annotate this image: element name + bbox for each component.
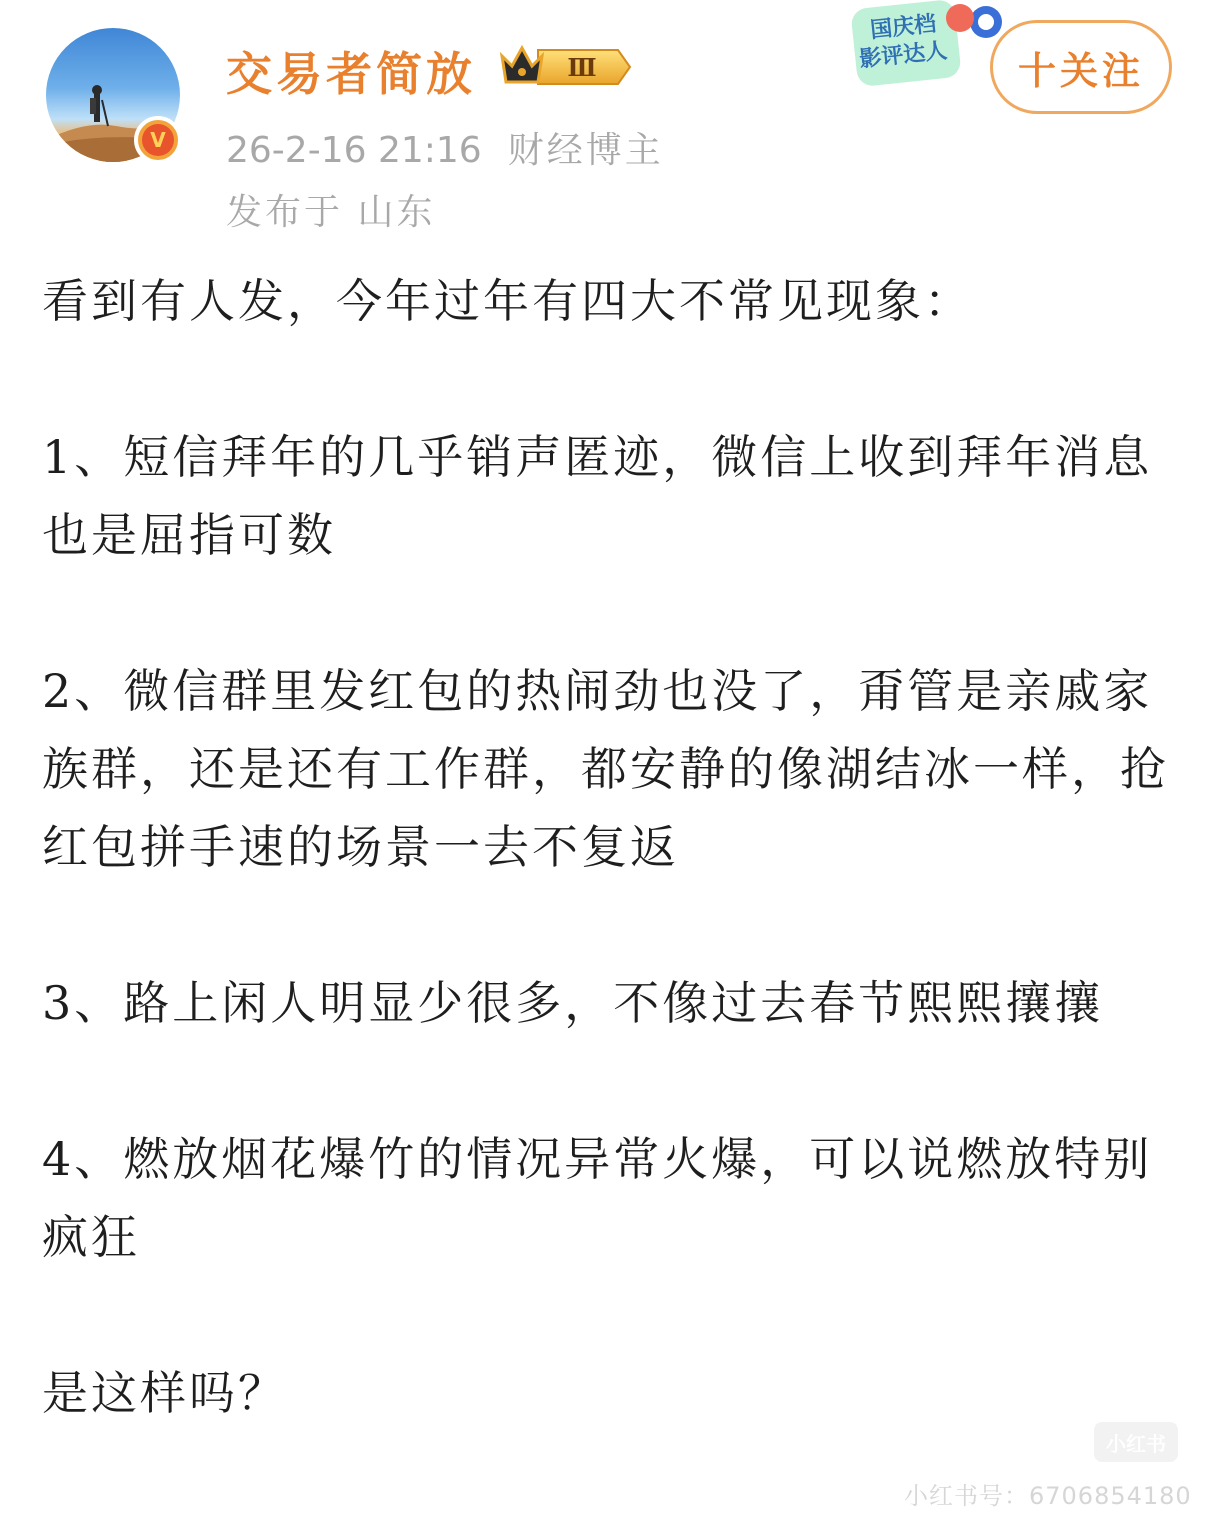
event-sticker-icon[interactable]: [848, 0, 1008, 96]
post-paragraph: 1、短信拜年的几乎销声匿迹，微信上收到拜年消息也是屈指可数: [42, 430, 1153, 562]
post-body: [42, 262, 1172, 1432]
post-timestamp: 26-2-16 21:16: [226, 130, 482, 171]
post-meta: [226, 122, 664, 173]
sticker-line-2: 影评达人: [858, 38, 949, 73]
vip-level: Ⅲ: [567, 53, 597, 82]
post-paragraph: 3、路上闲人明显少很多，不像过去春节熙熙攘攘: [42, 976, 1104, 1030]
post-paragraph: 是这样吗？: [42, 1366, 287, 1420]
verified-badge-icon: V: [134, 116, 182, 164]
follow-button[interactable]: 十关注: [990, 20, 1172, 114]
post-paragraph: 看到有人发，今年过年有四大不常见现象：: [42, 274, 973, 328]
crown-vip-badge-icon[interactable]: [498, 42, 632, 92]
post-location: 发布于 山东: [226, 192, 436, 233]
post-paragraph: 4、燃放烟花爆竹的情况异常火爆，可以说燃放特别疯狂: [42, 1132, 1153, 1264]
watermark-text: 小红书号：6706854180: [904, 1482, 1192, 1510]
post-paragraph: 2、微信群里发红包的热闹劲也没了，甭管是亲戚家族群，还是还有工作群，都安静的像湖结冰一样，抢红包拼手速的场景一去不复返: [42, 664, 1169, 874]
watermark-logo: 小红书: [1094, 1422, 1178, 1462]
username[interactable]: 交易者简放: [226, 47, 476, 101]
sticker-line-1: 国庆档: [869, 11, 938, 44]
author-role: 财经博主: [507, 130, 664, 171]
